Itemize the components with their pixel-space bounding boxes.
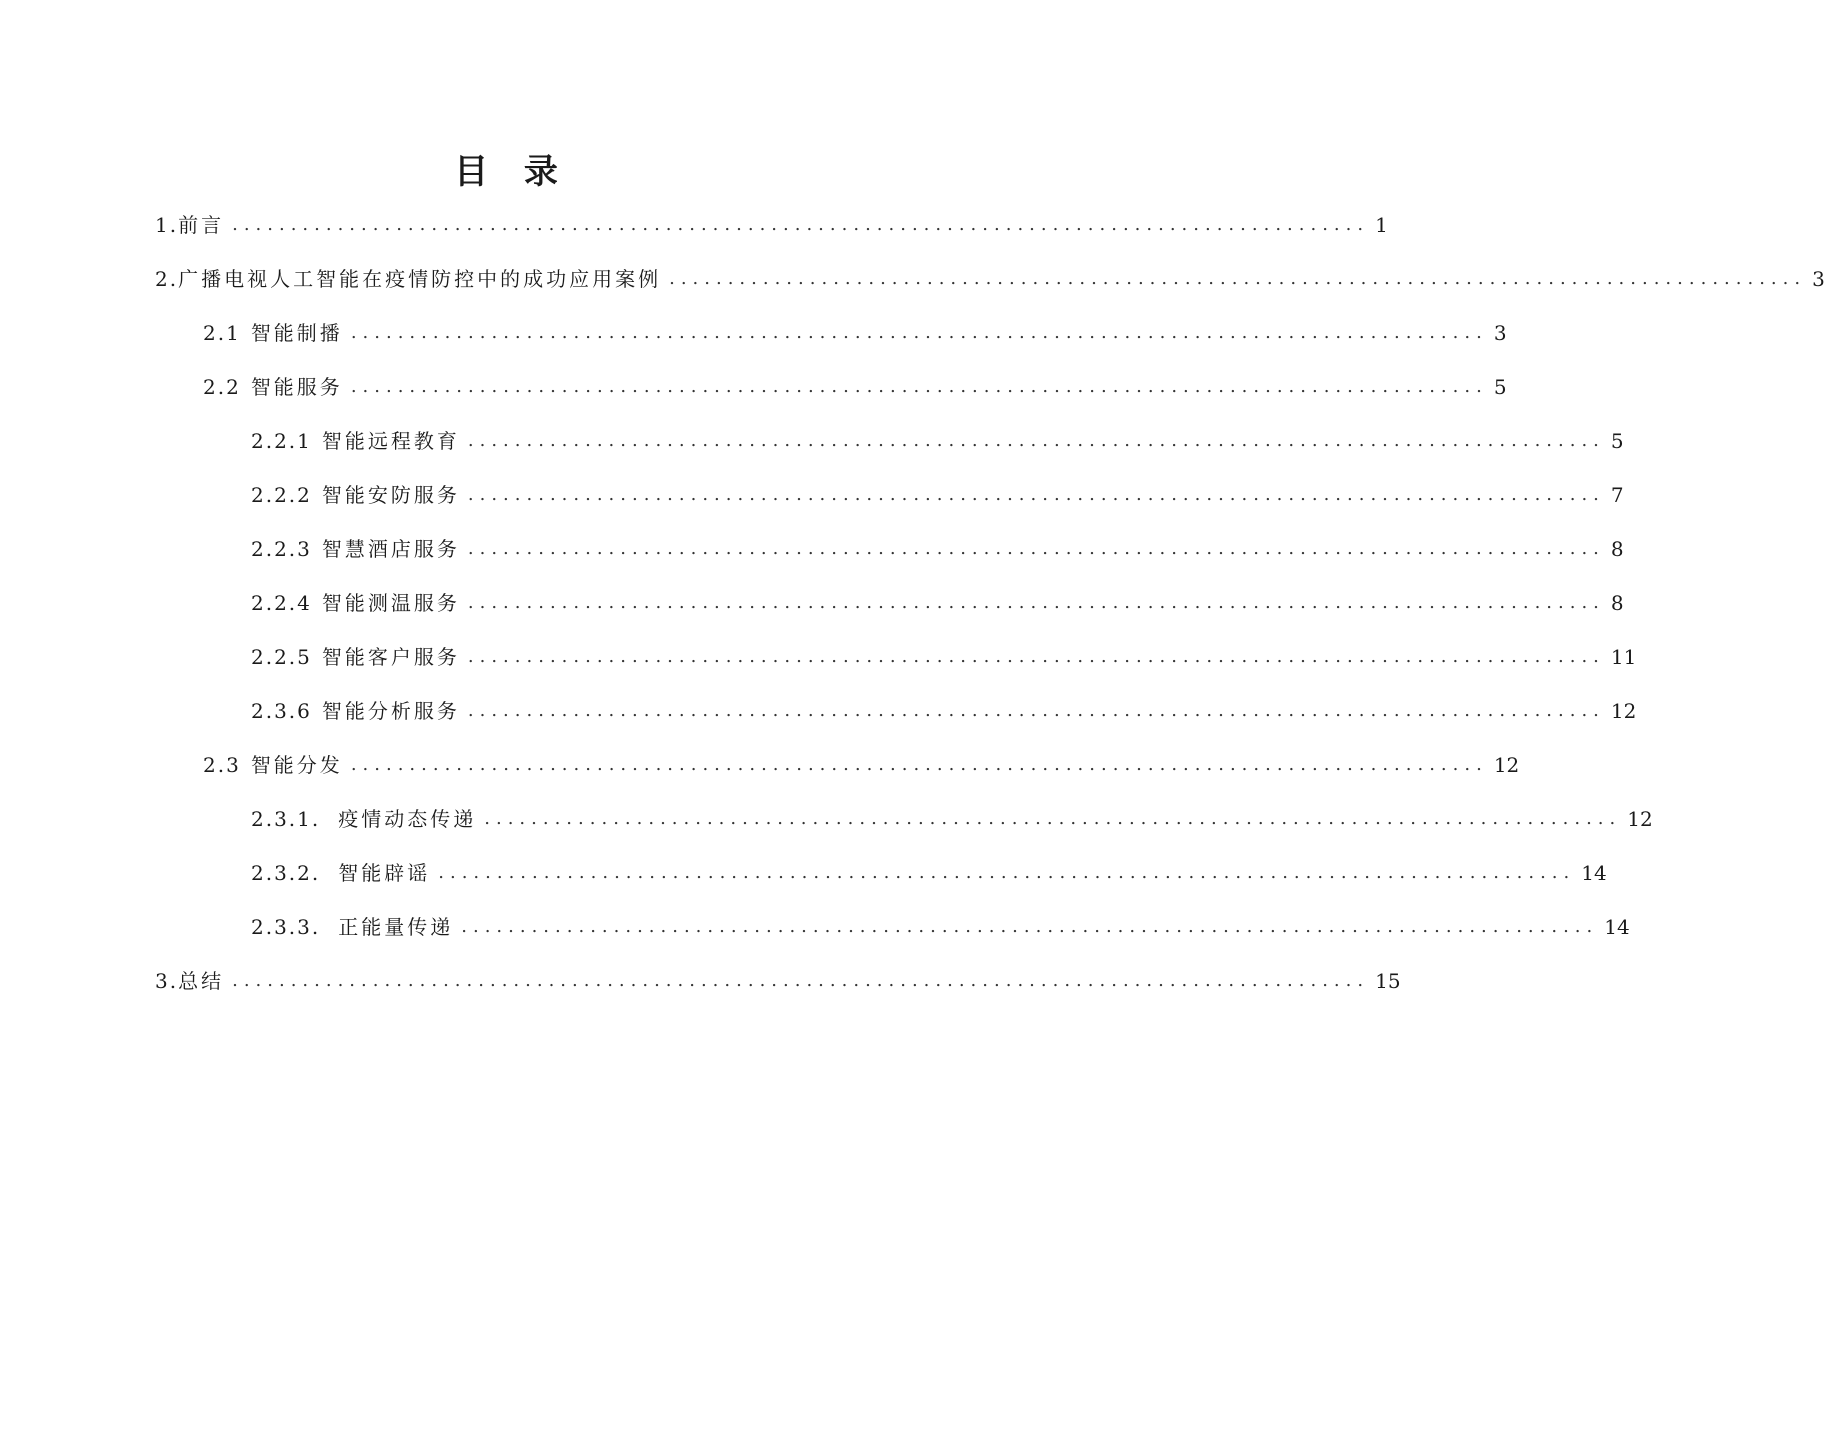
toc-entry-label: 智能安防服务 [321,483,460,507]
toc-dot-leader: ................................................................................................. [467,430,1605,451]
toc-entry-label: 智能客户服务 [321,645,460,669]
toc-entry-label: 智能辟谣 [338,861,431,885]
toc-entry-remote-education[interactable] [251,426,1624,456]
toc-entry-smart-production[interactable] [203,318,1507,348]
toc-entry-number: 2.2.2 [251,483,312,507]
toc-dot-leader: ................................................................................................. [350,376,1488,397]
toc-entry-number: 2.2.4 [251,591,312,615]
toc-entry-number: 2.3.2. [251,861,321,885]
toc-entry-number: 2.2.3 [251,537,312,561]
toc-entry-smart-services[interactable] [203,372,1507,402]
toc-dot-leader: ................................................................................................. [467,646,1605,667]
toc-dot-leader: ................................................................................................. [467,484,1605,505]
toc-dot-leader: ................................................................................................. [438,862,1576,883]
toc-entry-epidemic-updates[interactable] [251,804,1653,834]
toc-entry-page: 5 [1610,429,1624,453]
toc-dot-leader: ................................................................................................. [350,322,1488,343]
toc-entry-label: 总结 [178,969,225,993]
toc-entry-label: 智能服务 [250,375,343,399]
toc-dot-leader: ................................................................................................. [350,754,1488,775]
toc-entry-page: 12 [1627,807,1653,831]
toc-dot-leader: ................................................................................................. [232,214,1370,235]
toc-entry-page: 15 [1375,969,1401,993]
toc-entry-summary[interactable] [155,966,1401,996]
toc-entry-number: 2.1 [203,321,241,345]
toc-entry-page: 11 [1610,645,1637,669]
toc-entry-number: 2. [155,267,179,291]
toc-entry-page: 7 [1610,483,1624,507]
toc-entry-page: 5 [1493,375,1507,399]
toc-title: 目 录 [454,152,570,192]
toc-entry-number: 2.2 [203,375,241,399]
toc-entry-label: 前言 [178,213,225,237]
toc-dot-leader: ................................................................................................. [461,916,1599,937]
toc-entry-number: 1. [155,213,179,237]
toc-entry-number: 3. [155,969,179,993]
toc-entry-label: 智能分发 [250,753,343,777]
toc-entry-label: 智能远程教育 [321,429,460,453]
toc-entry-number: 2.3 [203,753,241,777]
toc-entry-distribution[interactable] [203,750,1520,780]
toc-entry-page: 3 [1493,321,1507,345]
toc-entry-page: 1 [1375,213,1388,237]
toc-dot-leader: ................................................................................................. [467,538,1605,559]
toc-entry-page: 12 [1610,699,1637,723]
toc-entry-preface[interactable] [155,210,1388,240]
toc-entry-page: 8 [1610,537,1624,561]
toc-entry-page: 14 [1581,861,1607,885]
toc-dot-leader: ................................................................................................. [232,970,1370,991]
toc-entry-number: 2.3.3. [251,915,321,939]
toc-entry-rumor-debunking[interactable] [251,858,1607,888]
toc-entry-number: 2.3.6 [251,699,312,723]
toc-entry-temperature[interactable] [251,588,1624,618]
toc-entry-number: 2.3.1. [251,807,321,831]
toc-entry-cases[interactable] [155,264,1825,294]
toc-entry-label: 正能量传递 [338,915,454,939]
toc-entry-label: 智能测温服务 [321,591,460,615]
toc-entry-label: 疫情动态传递 [338,807,477,831]
toc-entry-label: 智能制播 [250,321,343,345]
toc-entry-label: 广播电视人工智能在疫情防控中的成功应用案例 [178,267,662,291]
toc-entry-label: 智能分析服务 [321,699,460,723]
toc-entry-positive-energy[interactable] [251,912,1630,942]
toc-dot-leader: ................................................................................................. [467,592,1605,613]
toc-entry-security[interactable] [251,480,1624,510]
toc-entry-analysis[interactable] [251,696,1637,726]
toc-dot-leader: ................................................................................................. [467,700,1605,721]
toc-entry-page: 8 [1610,591,1624,615]
toc-entry-customer[interactable] [251,642,1637,672]
toc-entry-hotel[interactable] [251,534,1624,564]
toc-entry-page: 12 [1493,753,1520,777]
toc-entry-page: 3 [1812,267,1825,291]
toc-entry-page: 14 [1604,915,1630,939]
toc-entry-label: 智慧酒店服务 [321,537,460,561]
toc-entry-number: 2.2.1 [251,429,312,453]
toc-dot-leader: ................................................................................................. [484,808,1622,829]
toc-entry-number: 2.2.5 [251,645,312,669]
toc-dot-leader: ................................................................................................. [669,268,1807,289]
